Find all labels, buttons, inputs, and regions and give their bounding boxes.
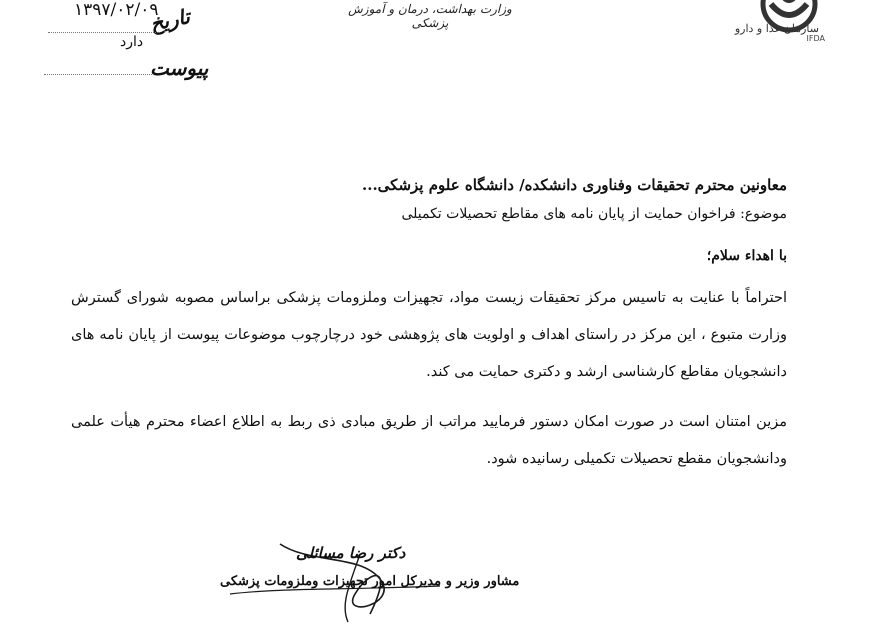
logo-caption: سازمان غذا و دارو: [734, 22, 819, 35]
attachment-label: پیوست: [150, 56, 209, 80]
letter-paragraph-2: مزین امتنان است در صورت امکان دستور فرمایید مراتب از طریق مبادی ذی ربط به اطلاع اعضاء محترم هیأت علمی ودانشجویان مقطع تحصیلات تکمیلی رسانیده شود.: [71, 414, 787, 467]
date-label: تاریخ: [147, 4, 192, 36]
letter-recipient: معاونین محترم تحقیقات وفناوری دانشکده/ دانشگاه علوم پزشکی...: [362, 176, 787, 194]
signatory-name: دکتر رضا مسائلی: [296, 544, 406, 562]
ministry-heading: وزارت بهداشت، درمان و آموزش پزشکی: [348, 2, 512, 30]
attachment-dotted-line: [44, 74, 154, 75]
attachment-status: دارد: [120, 34, 144, 50]
letter-greeting: با اهداء سلام؛: [706, 248, 787, 264]
date-dotted-line: [48, 32, 160, 33]
signatory-title: مشاور وزیر و مدیرکل امور تجهیزات وملزومات پزشکی: [220, 574, 520, 589]
logo-abbreviation: IFDA: [806, 34, 825, 43]
date-value: ۱۳۹۷/۰۲/۰۹: [74, 0, 159, 20]
letter-subject: موضوع: فراخوان حمایت از پایان نامه های مقاطع تحصیلات تکمیلی: [401, 206, 787, 222]
letter-paragraph-1: احتراماً با عنایت به تاسیس مرکز تحقیقات زیست مواد، تجهیزات وملزومات پزشکی براساس مصوبه شورای گسترش وزارت متبوع ، این مرکز در راستای اهداف و اولویت های پژوهشی خود درچارچوب موضوعات پیوست از پایان نامه های دانشجویان مقاطع کارشناسی ارشد و دکتری حمایت می کند.: [71, 290, 787, 380]
